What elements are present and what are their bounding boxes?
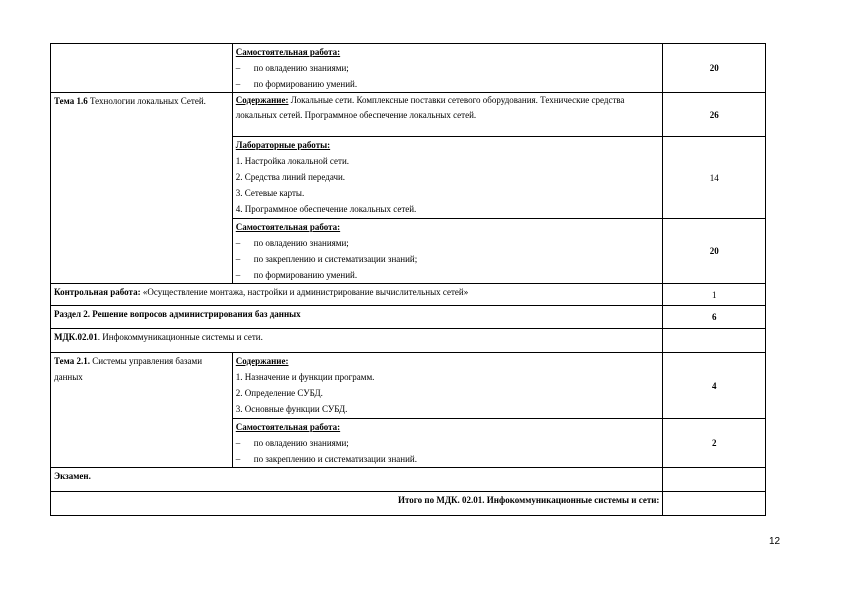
content-cell — [232, 419, 663, 468]
table-row — [51, 353, 766, 419]
topic-number: Тема 1.6 — [54, 96, 88, 106]
mdk-title: . Инфокоммуникационные системы и сети. — [97, 332, 263, 342]
section-cell — [51, 306, 663, 329]
list-item: – по закреплению и систематизации знаний. — [236, 451, 660, 467]
table-row — [51, 468, 766, 492]
hours-cell — [663, 468, 766, 492]
list-item: 4. Программное обеспечение локальных сетей. — [235, 204, 417, 214]
topic-title: Системы управления базами данных — [54, 356, 203, 382]
section-heading: Содержание: — [235, 356, 289, 366]
list-item: 3. Сетевые карты. — [235, 188, 305, 198]
hours-cell — [663, 492, 766, 516]
mdk-code: МДК.02.01 — [54, 332, 98, 342]
exam-label: Экзамен. — [54, 471, 91, 481]
control-work-label: Контрольная работа: — [54, 287, 141, 297]
topic-cell — [51, 353, 233, 468]
topic-cell — [51, 44, 233, 93]
page-number: 12 — [769, 536, 781, 547]
list-item: 2. Определение СУБД. — [235, 388, 323, 398]
table-row — [51, 306, 766, 329]
control-work-title: «Осуществление монтажа, настройки и администрирование вычислительных сетей» — [140, 287, 469, 297]
hours-cell: 2 — [663, 419, 766, 468]
control-work-cell — [51, 284, 663, 306]
list-item: 1. Назначение и функции программ. — [235, 372, 375, 382]
content-cell — [232, 137, 663, 219]
total-label: Итого по МДК. 02.01. Инфокоммуникационные системы и сети: — [397, 495, 660, 505]
table-row — [51, 492, 766, 516]
curriculum-table — [50, 43, 766, 516]
topic-number: Тема 2.1. — [54, 356, 90, 366]
content-cell — [232, 93, 663, 137]
table-row — [51, 284, 766, 306]
section-heading: Самостоятельная работа: — [235, 222, 341, 232]
topic-cell — [51, 93, 233, 284]
content-text: Локальные сети. Комплексные поставки сетевого оборудования. Технические средства локальных сетей. Программное обеспечение локальных сетей. — [235, 95, 625, 120]
list-item: 3. Основные функции СУБД. — [235, 404, 348, 414]
section-title: Раздел 2. Решение вопросов администрирования баз данных — [54, 309, 301, 319]
section-heading: Самостоятельная работа: — [235, 47, 341, 57]
list-item: 1. Настройка локальной сети. — [235, 156, 350, 166]
hours-cell: 20 — [663, 44, 766, 93]
content-label: Содержание: — [235, 95, 289, 105]
hours-cell — [663, 329, 766, 353]
table-row — [51, 44, 766, 93]
list-item: 2. Средства линий передачи. — [235, 172, 346, 182]
topic-title: Технологии локальных Сетей. — [87, 96, 206, 106]
list-item: – по овладению знаниями; — [236, 235, 660, 251]
list-item: – по закреплению и систематизации знаний; — [236, 251, 660, 267]
mdk-cell — [51, 329, 663, 353]
list-item: – по овладению знаниями; — [236, 435, 660, 451]
hours-cell: 4 — [663, 353, 766, 419]
total-cell — [51, 492, 663, 516]
content-cell — [232, 353, 663, 419]
hours-cell: 26 — [663, 93, 766, 137]
section-heading: Лабораторные работы: — [235, 140, 331, 150]
hours-cell: 6 — [663, 306, 766, 329]
list-item: – по формированию умений. — [236, 76, 660, 92]
content-cell — [232, 44, 663, 93]
exam-cell — [51, 468, 663, 492]
hours-cell: 20 — [663, 219, 766, 284]
hours-cell: 1 — [663, 284, 766, 306]
table-row — [51, 329, 766, 353]
table-row — [51, 93, 766, 137]
section-heading: Самостоятельная работа: — [235, 422, 341, 432]
list-item: – по овладению знаниями; — [236, 60, 660, 76]
hours-cell: 14 — [663, 137, 766, 219]
list-item: – по формированию умений. — [236, 267, 660, 283]
content-cell — [232, 219, 663, 284]
